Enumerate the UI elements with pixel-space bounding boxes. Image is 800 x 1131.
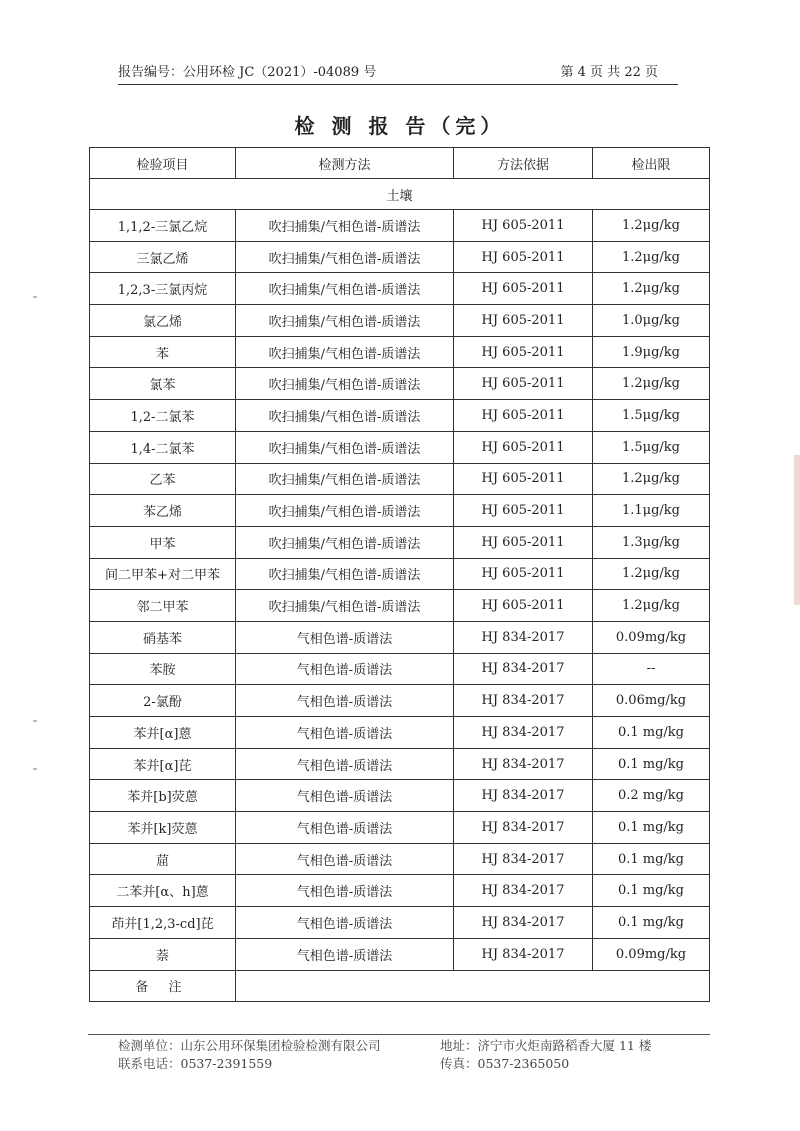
cell-method: 吹扫捕集/气相色谱-质谱法 [236,273,454,305]
table-row [90,717,710,749]
cell-limit: 1.5μg/kg [593,400,710,432]
page-header [118,64,678,85]
footer-unit: 检测单位：山东公用环保集团检验检测有限公司 [118,1038,381,1053]
cell-standard: HJ 834-2017 [454,621,593,653]
table-row [90,780,710,812]
cell-item: 间二甲苯+对二甲苯 [90,558,236,590]
cell-limit: 0.1 mg/kg [593,907,710,939]
footer-divider [88,1034,710,1035]
table-row [90,875,710,907]
table-row [90,241,710,273]
cell-method: 气相色谱-质谱法 [236,907,454,939]
cell-item: 氯乙烯 [90,305,236,337]
cell-method: 气相色谱-质谱法 [236,875,454,907]
cell-limit: 1.5μg/kg [593,431,710,463]
cell-standard: HJ 834-2017 [454,780,593,812]
cell-standard: HJ 605-2011 [454,463,593,495]
cell-standard: HJ 834-2017 [454,748,593,780]
table-header-row [90,148,710,179]
cell-limit: 1.1μg/kg [593,495,710,527]
column-header-limit: 检出限 [593,148,710,179]
cell-item: 萘 [90,938,236,970]
table-row [90,685,710,717]
table-row [90,558,710,590]
notes-label: 备 注 [90,970,236,1001]
cell-limit: 0.09mg/kg [593,938,710,970]
cell-method: 吹扫捕集/气相色谱-质谱法 [236,400,454,432]
cell-method: 气相色谱-质谱法 [236,780,454,812]
cell-method: 气相色谱-质谱法 [236,748,454,780]
cell-standard: HJ 834-2017 [454,907,593,939]
cell-method: 气相色谱-质谱法 [236,843,454,875]
table-row [90,621,710,653]
page-info: 第 4 页 共 22 页 [560,65,658,80]
results-table [89,147,710,1002]
cell-standard: HJ 605-2011 [454,305,593,337]
cell-standard: HJ 834-2017 [454,938,593,970]
table-row [90,526,710,558]
cell-limit: 0.1 mg/kg [593,812,710,844]
cell-item: 氯苯 [90,368,236,400]
cell-method: 吹扫捕集/气相色谱-质谱法 [236,336,454,368]
cell-limit: 0.06mg/kg [593,685,710,717]
cell-method: 气相色谱-质谱法 [236,812,454,844]
cell-method: 气相色谱-质谱法 [236,653,454,685]
cell-standard: HJ 834-2017 [454,812,593,844]
cell-item: 二苯并[α、h]蒽 [90,875,236,907]
cell-method: 气相色谱-质谱法 [236,938,454,970]
cell-standard: HJ 605-2011 [454,558,593,590]
cell-method: 吹扫捕集/气相色谱-质谱法 [236,368,454,400]
cell-standard: HJ 605-2011 [454,368,593,400]
footer-fax: 传真：0537-2365050 [440,1056,570,1071]
cell-item: 邻二甲苯 [90,590,236,622]
table-row [90,400,710,432]
footer-phone: 联系电话：0537-2391559 [118,1056,273,1071]
table-row [90,463,710,495]
table-row [90,748,710,780]
cell-limit: 1.2μg/kg [593,273,710,305]
cell-limit: 1.2μg/kg [593,590,710,622]
scan-artifact [33,720,37,722]
table-row [90,273,710,305]
cell-item: 茚并[1,2,3-cd]芘 [90,907,236,939]
cell-limit: 1.9μg/kg [593,336,710,368]
cell-limit: -- [593,653,710,685]
cell-item: 苯并[α]芘 [90,748,236,780]
cell-item: 苯 [90,336,236,368]
cell-item: 甲苯 [90,526,236,558]
cell-standard: HJ 834-2017 [454,717,593,749]
cell-limit: 1.2μg/kg [593,210,710,242]
cell-item: 苯胺 [90,653,236,685]
cell-limit: 0.1 mg/kg [593,717,710,749]
cell-method: 气相色谱-质谱法 [236,717,454,749]
cell-method: 吹扫捕集/气相色谱-质谱法 [236,463,454,495]
cell-limit: 0.1 mg/kg [593,843,710,875]
cell-item: 1,4-二氯苯 [90,431,236,463]
table-row [90,843,710,875]
table-row [90,907,710,939]
column-header-standard: 方法依据 [454,148,593,179]
cell-standard: HJ 605-2011 [454,241,593,273]
cell-method: 吹扫捕集/气相色谱-质谱法 [236,241,454,273]
cell-standard: HJ 605-2011 [454,526,593,558]
cell-method: 吹扫捕集/气相色谱-质谱法 [236,431,454,463]
cell-method: 气相色谱-质谱法 [236,685,454,717]
cell-item: 䓛 [90,843,236,875]
table-row [90,336,710,368]
table-row [90,305,710,337]
cell-standard: HJ 834-2017 [454,685,593,717]
cell-item: 乙苯 [90,463,236,495]
table-row [90,431,710,463]
cell-standard: HJ 605-2011 [454,336,593,368]
cell-item: 苯并[b]荧蒽 [90,780,236,812]
cell-method: 吹扫捕集/气相色谱-质谱法 [236,495,454,527]
cell-standard: HJ 834-2017 [454,843,593,875]
cell-limit: 1.2μg/kg [593,368,710,400]
cell-standard: HJ 834-2017 [454,875,593,907]
cell-standard: HJ 605-2011 [454,590,593,622]
footer-address: 地址：济宁市火炬南路稻香大厦 11 楼 [440,1038,652,1053]
cell-standard: HJ 605-2011 [454,273,593,305]
cell-method: 吹扫捕集/气相色谱-质谱法 [236,526,454,558]
cell-standard: HJ 834-2017 [454,653,593,685]
cell-limit: 1.0μg/kg [593,305,710,337]
table-row [90,653,710,685]
cell-item: 硝基苯 [90,621,236,653]
table-row [90,368,710,400]
cell-limit: 0.09mg/kg [593,621,710,653]
cell-item: 1,2,3-三氯丙烷 [90,273,236,305]
cell-method: 吹扫捕集/气相色谱-质谱法 [236,590,454,622]
cell-method: 吹扫捕集/气相色谱-质谱法 [236,305,454,337]
cell-method: 吹扫捕集/气相色谱-质谱法 [236,558,454,590]
cell-item: 1,1,2-三氯乙烷 [90,210,236,242]
cell-limit: 1.3μg/kg [593,526,710,558]
cell-item: 苯并[k]荧蒽 [90,812,236,844]
scan-artifact [794,455,800,605]
cell-limit: 1.2μg/kg [593,558,710,590]
cell-item: 苯并[α]蒽 [90,717,236,749]
cell-item: 1,2-二氯苯 [90,400,236,432]
cell-method: 吹扫捕集/气相色谱-质谱法 [236,210,454,242]
report-number: 报告编号：公用环检 JC（2021）-04089 号 [118,65,377,80]
cell-method: 气相色谱-质谱法 [236,621,454,653]
cell-item: 苯乙烯 [90,495,236,527]
cell-limit: 1.2μg/kg [593,463,710,495]
notes-row [90,970,710,1001]
cell-limit: 0.2 mg/kg [593,780,710,812]
cell-item: 三氯乙烯 [90,241,236,273]
document-title: 检 测 报 告（完） [294,114,506,138]
table-row [90,938,710,970]
cell-limit: 0.1 mg/kg [593,875,710,907]
table-row [90,210,710,242]
section-label: 土壤 [90,179,710,210]
table-row [90,590,710,622]
cell-standard: HJ 605-2011 [454,400,593,432]
section-row [90,179,710,210]
cell-standard: HJ 605-2011 [454,431,593,463]
table-row [90,495,710,527]
cell-limit: 0.1 mg/kg [593,748,710,780]
scan-artifact [33,768,37,770]
cell-standard: HJ 605-2011 [454,495,593,527]
table-row [90,812,710,844]
notes-value [236,970,710,1001]
cell-standard: HJ 605-2011 [454,210,593,242]
cell-item: 2-氯酚 [90,685,236,717]
column-header-item: 检验项目 [90,148,236,179]
scan-artifact [33,296,37,298]
column-header-method: 检测方法 [236,148,454,179]
cell-limit: 1.2μg/kg [593,241,710,273]
